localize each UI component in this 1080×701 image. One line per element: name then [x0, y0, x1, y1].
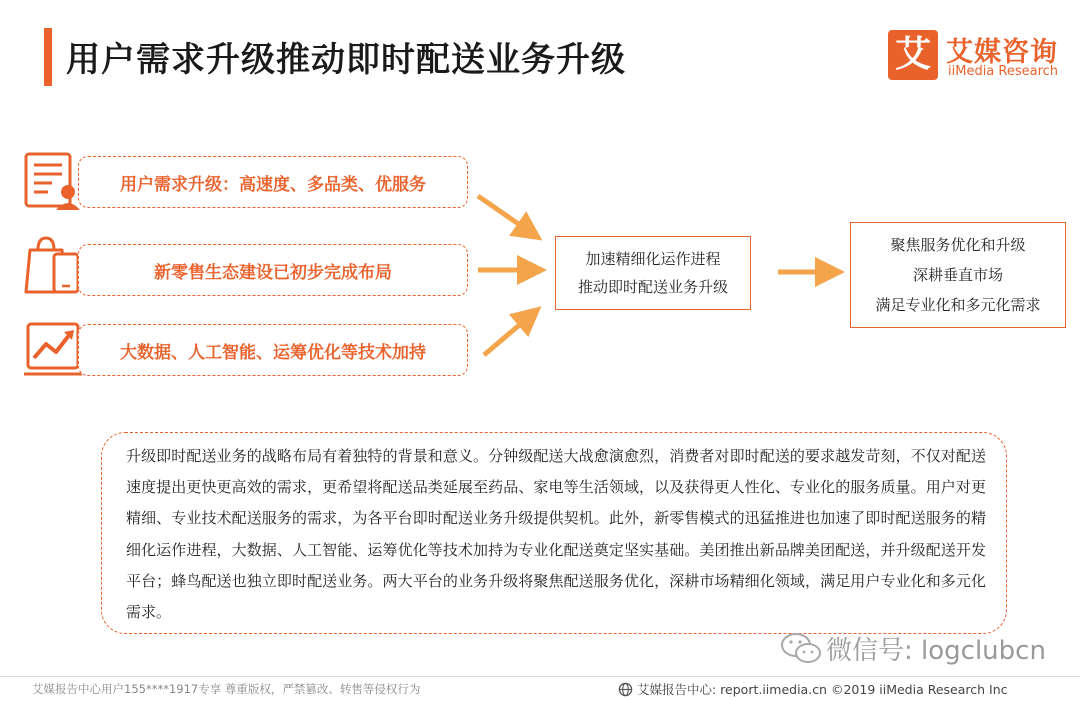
result-box-line2: 深耕垂直市场	[912, 266, 1003, 284]
result-box	[850, 222, 1066, 328]
wechat-icon	[780, 631, 822, 665]
footer-source	[618, 680, 1008, 698]
center-box	[555, 236, 751, 310]
result-box-line3: 满足专业化和多元化需求	[875, 296, 1041, 314]
footer-source-text: 艾媒报告中心: report.iimedia.cn ©2019 iiMedia Research Inc	[637, 682, 1008, 697]
arrow-driver3-to-center	[484, 316, 530, 355]
shopping-bag-phone-icon	[22, 234, 84, 296]
arrow-driver1-to-center	[478, 196, 530, 232]
result-box-line1: 聚焦服务优化和升级	[890, 236, 1026, 254]
page-title: 用户需求升级推动即时配送业务升级	[66, 40, 626, 80]
center-box-line2: 推动即时配送业务升级	[577, 278, 728, 296]
footer-divider	[0, 676, 1080, 677]
driver-new-retail: 新零售生态建设已初步完成布局	[78, 244, 468, 296]
wechat-watermark	[780, 628, 1046, 668]
logo-mark: 艾	[888, 30, 938, 80]
logo-chinese-name: 艾媒咨询	[946, 37, 1058, 68]
globe-icon	[618, 682, 633, 697]
driver-technology: 大数据、人工智能、运筹优化等技术加持	[78, 324, 468, 376]
footer-copyright-notice: 艾媒报告中心用户155****1917专享 尊重版权，严禁篡改、转售等侵权行为	[32, 682, 421, 696]
trend-chart-icon	[22, 318, 84, 380]
driver-user-demand: 用户需求升级：高速度、多品类、优服务	[78, 156, 468, 208]
wechat-id-text: 微信号: logclubcn	[826, 635, 1046, 666]
center-box-line1: 加速精细化运作进程	[585, 250, 721, 268]
logo-english-name: iiMedia Research	[948, 64, 1059, 79]
iimedia-logo	[888, 30, 1068, 84]
document-user-icon	[22, 150, 84, 212]
title-accent-bar	[44, 28, 52, 86]
description-box: 升级即时配送业务的战略布局有着独特的背景和意义。分钟级配送大战愈演愈烈，消费者对即时配送的要求越发苛刻，不仅对配送速度提出更快更高效的需求，更希望将配送品类延展至药品、家电等生活领域，以及获得更人性化、专业化的服务质量。用户对更精细、专业技术配送服务的需求，为各平台即时配送业务升级提供契机。此外，新零售模式的迅猛推进也加速了即时配送服务的精细化运作进程，大数据、人工智能、运筹优化等技术加持为专业化配送奠定坚实基础。美团推出新品牌美团配送，并升级配送开发平台；蜂鸟配送也独立即时配送业务。两大平台的业务升级将聚焦配送服务优化，深耕市场精细化领域，满足用户专业化和多元化需求。	[101, 432, 1007, 634]
